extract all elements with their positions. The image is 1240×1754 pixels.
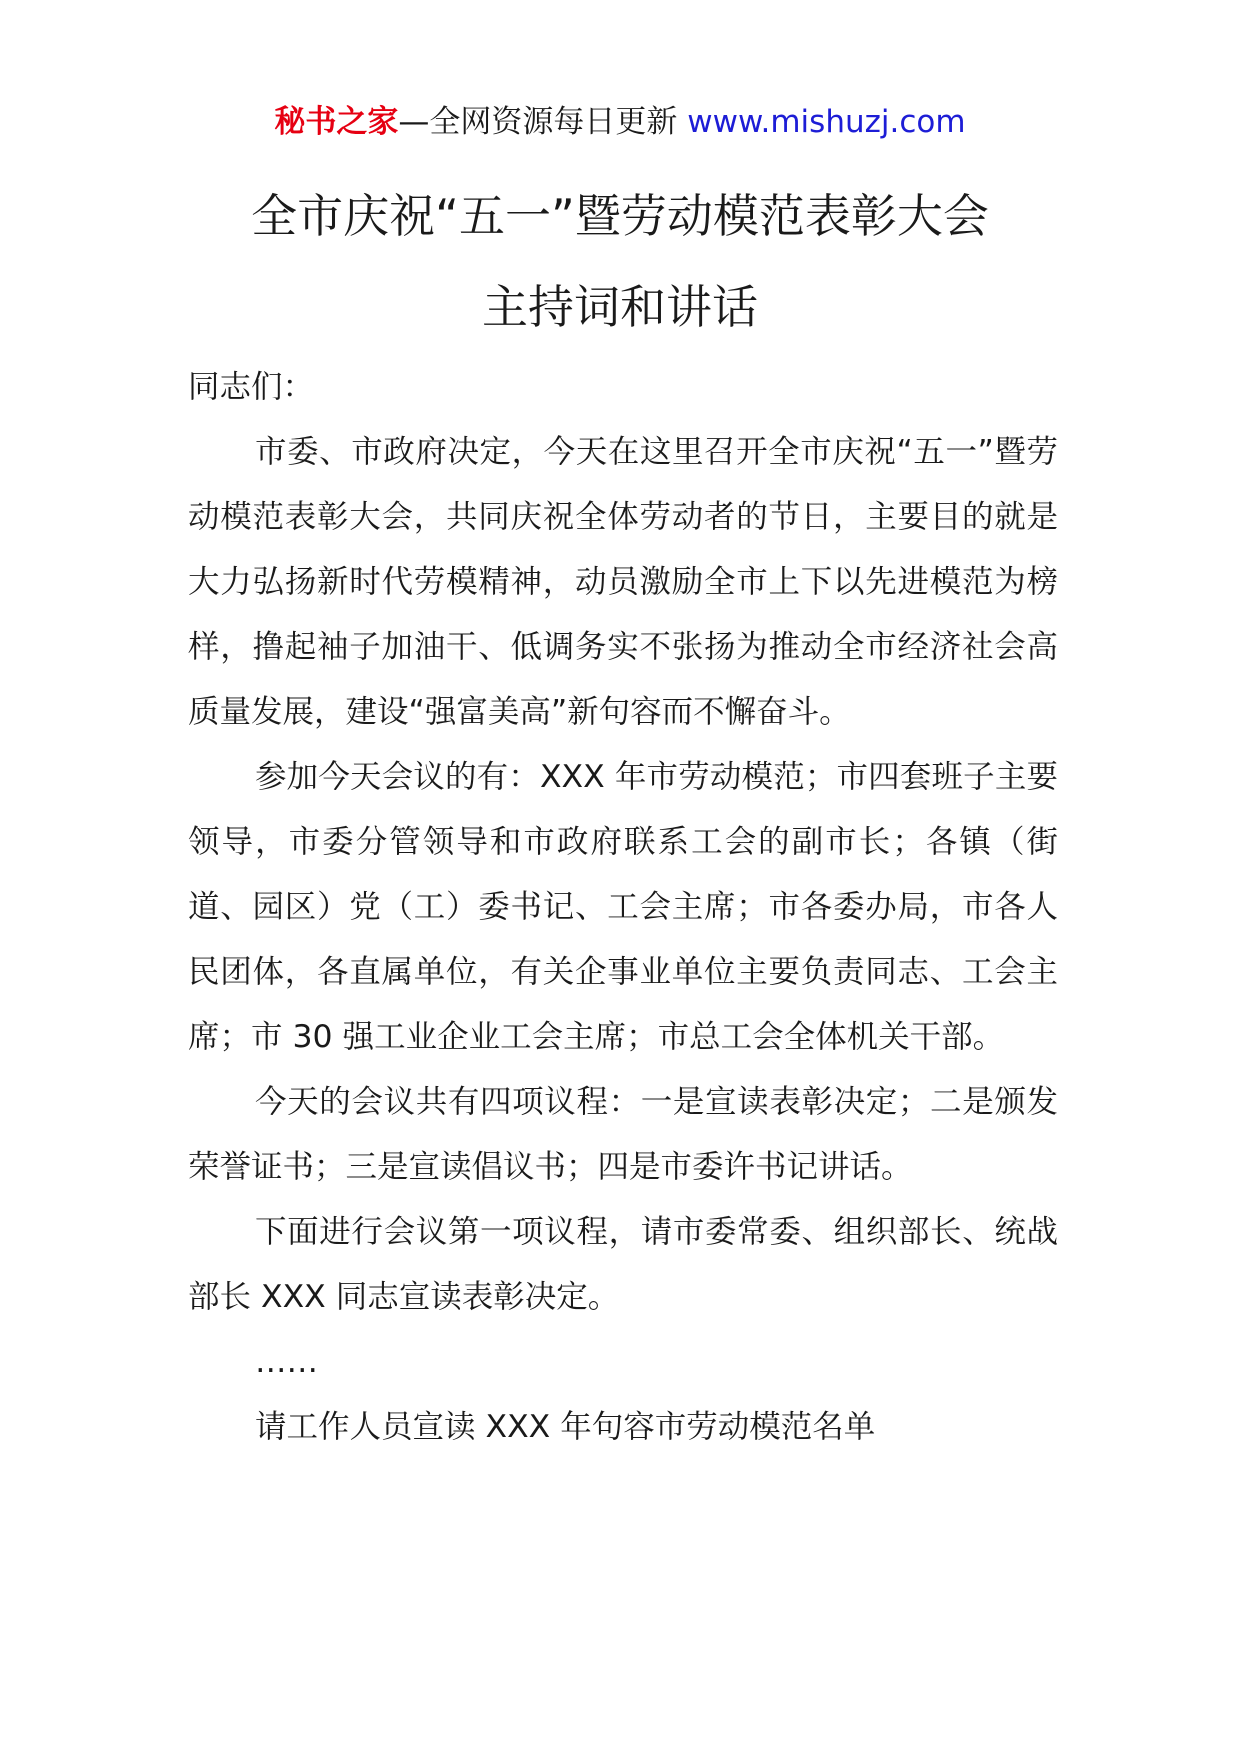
paragraph-attendees: 参加今天会议的有：XXX 年市劳动模范；市四套班子主要领导，市委分管领导和市政府联系工会的副市长；各镇（街道、园区）党（工）委书记、工会主席；市各委办局，市各人民团体，各直属单位，有关企事业单位主要负责同志、工会主席；市 30 强工业企业工会主席；市总工会全体机关干部。 [188,759,1058,1055]
document-title-line-1: 全市庆祝“五一”暨劳动模范表彰大会 [251,189,989,243]
paragraph-first-item: 下面进行会议第一项议程，请市委常委、组织部长、统战部长 XXX 同志宣读表彰决定。 [188,1214,1058,1315]
site-header [0,100,1240,144]
paragraph-name-list: 请工作人员宣读 XXX 年句容市劳动模范名单 [255,1409,876,1445]
document-body [188,355,1058,1460]
header-tagline: —全网资源每日更新 [398,104,688,140]
paragraph-agenda: 今天的会议共有四项议程：一是宣读表彰决定；二是颁发荣誉证书；三是宣读倡议书；四是市委许书记讲话。 [188,1084,1058,1185]
site-url-link[interactable]: www.mishuzj.com [687,104,966,140]
salutation: 同志们： [188,369,315,405]
paragraph-ellipsis: …… [255,1344,318,1380]
paragraph-opening: 市委、市政府决定，今天在这里召开全市庆祝“五一”暨劳动模范表彰大会，共同庆祝全体劳动者的节日，主要目的就是大力弘扬新时代劳模精神，动员激励全市上下以先进模范为榜样，撸起袖子加油干、低调务实不张扬为推动全市经济社会高质量发展，建设“强富美高”新句容而不懈奋斗。 [188,434,1058,730]
document-title-line-2: 主持词和讲话 [482,280,758,334]
brand-name: 秘书之家 [274,104,399,140]
